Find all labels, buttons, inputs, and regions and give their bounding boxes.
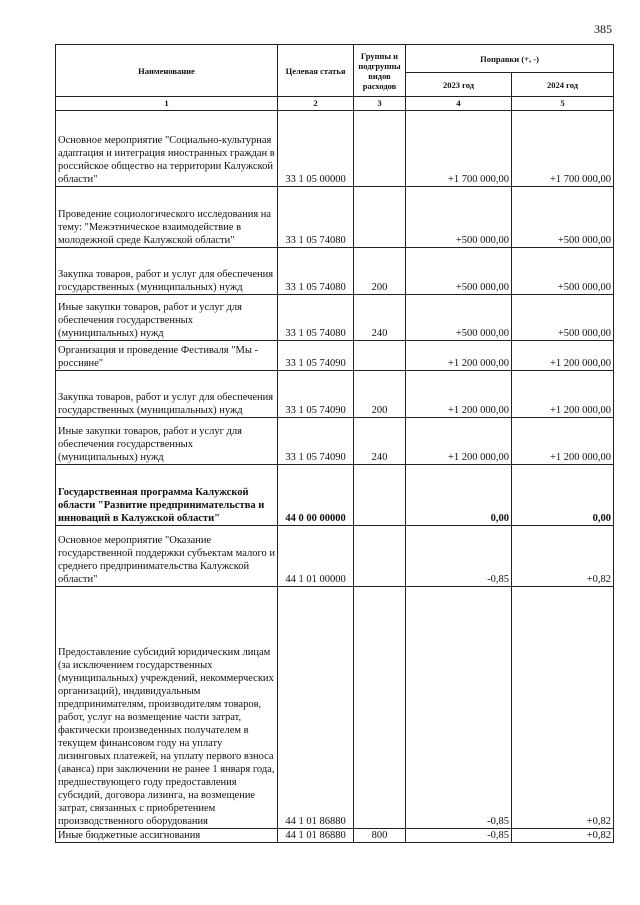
row-group-code — [354, 111, 406, 187]
row-target-code: 33 1 05 74080 — [278, 187, 354, 248]
row-group-code — [354, 526, 406, 587]
table-row — [56, 465, 614, 526]
table-row — [56, 248, 614, 295]
row-target-code: 33 1 05 00000 — [278, 111, 354, 187]
header-year-2023: 2023 год — [406, 73, 512, 97]
row-name: Организация и проведение Фестиваля "Мы - россияне" — [56, 341, 278, 371]
row-amount-2024: +1 700 000,00 — [512, 111, 614, 187]
row-amount-2023: 0,00 — [406, 465, 512, 526]
row-group-code: 800 — [354, 829, 406, 843]
row-group-code: 240 — [354, 418, 406, 465]
row-amount-2023: +1 200 000,00 — [406, 418, 512, 465]
index-cell: 4 — [406, 97, 512, 111]
row-name: Государственная программа Калужской области "Развитие предпринимательства и инноваций в Калужской области" — [56, 465, 278, 526]
row-target-code: 44 1 01 86880 — [278, 829, 354, 843]
table-row — [56, 295, 614, 341]
row-target-code: 33 1 05 74090 — [278, 418, 354, 465]
row-amount-2023: +500 000,00 — [406, 187, 512, 248]
row-amount-2023: +1 200 000,00 — [406, 341, 512, 371]
table-body — [56, 111, 614, 843]
row-name: Основное мероприятие "Оказание государственной поддержки субъектам малого и среднего предпринимательства Калужской области" — [56, 526, 278, 587]
table-row — [56, 829, 614, 843]
row-group-code — [354, 341, 406, 371]
row-amount-2024: +0,82 — [512, 587, 614, 829]
table-row — [56, 111, 614, 187]
row-amount-2023: +500 000,00 — [406, 248, 512, 295]
row-amount-2023: +1 700 000,00 — [406, 111, 512, 187]
table-row — [56, 341, 614, 371]
row-amount-2024: +500 000,00 — [512, 248, 614, 295]
row-target-code: 44 1 01 00000 — [278, 526, 354, 587]
row-amount-2024: +1 200 000,00 — [512, 371, 614, 418]
table-row — [56, 587, 614, 829]
row-name: Иные закупки товаров, работ и услуг для обеспечения государственных (муниципальных) нужд — [56, 418, 278, 465]
index-cell: 5 — [512, 97, 614, 111]
header-groups: Группы и подгруппы видов расходов — [354, 45, 406, 97]
row-name: Закупка товаров, работ и услуг для обеспечения государственных (муниципальных) нужд — [56, 371, 278, 418]
row-amount-2024: +0,82 — [512, 526, 614, 587]
row-group-code — [354, 187, 406, 248]
row-amount-2024: +500 000,00 — [512, 295, 614, 341]
row-name: Иные закупки товаров, работ и услуг для обеспечения государственных (муниципальных) нужд — [56, 295, 278, 341]
index-cell: 1 — [56, 97, 278, 111]
table-row — [56, 418, 614, 465]
row-target-code: 33 1 05 74090 — [278, 341, 354, 371]
row-name: Основное мероприятие "Социально-культурная адаптация и интеграция иностранных граждан в российское общество на территории Калужской области" — [56, 111, 278, 187]
row-name: Иные бюджетные ассигнования — [56, 829, 278, 843]
budget-table — [55, 44, 614, 843]
row-group-code — [354, 587, 406, 829]
header-name: Наименование — [56, 45, 278, 97]
row-group-code: 200 — [354, 248, 406, 295]
row-amount-2024: 0,00 — [512, 465, 614, 526]
row-amount-2024: +500 000,00 — [512, 187, 614, 248]
row-amount-2024: +0,82 — [512, 829, 614, 843]
row-target-code: 33 1 05 74080 — [278, 248, 354, 295]
table-row — [56, 371, 614, 418]
index-cell: 3 — [354, 97, 406, 111]
row-amount-2023: -0,85 — [406, 526, 512, 587]
row-name: Закупка товаров, работ и услуг для обеспечения государственных (муниципальных) нужд — [56, 248, 278, 295]
row-name: Предоставление субсидий юридическим лицам (за исключением государственных (муниципальных) учреждений, некоммерческих организаций), индивидуальным предпринимателям, производителям товаров, работ, услуг на возмещение части затрат, фактически произведенных получателем в текущем финансовом году на уплату лизинговых платежей, на уплату первого взноса (аванса) при заключении не ранее 1 января года, предшествующего году предоставления субсидий, договора лизинга, на возмещение затрат, связанных с приобретением производственного оборудования — [56, 587, 278, 829]
row-target-code: 33 1 05 74080 — [278, 295, 354, 341]
page-number: 385 — [594, 22, 612, 36]
row-amount-2023: -0,85 — [406, 587, 512, 829]
row-amount-2024: +1 200 000,00 — [512, 418, 614, 465]
index-cell: 2 — [278, 97, 354, 111]
row-group-code: 240 — [354, 295, 406, 341]
table-row — [56, 526, 614, 587]
table-row — [56, 187, 614, 248]
row-amount-2023: +500 000,00 — [406, 295, 512, 341]
row-amount-2023: -0,85 — [406, 829, 512, 843]
row-target-code: 44 0 00 00000 — [278, 465, 354, 526]
row-amount-2024: +1 200 000,00 — [512, 341, 614, 371]
header-amendments: Поправки (+, -) — [406, 45, 614, 73]
row-amount-2023: +1 200 000,00 — [406, 371, 512, 418]
header-target: Целевая статья — [278, 45, 354, 97]
header-year-2024: 2024 год — [512, 73, 614, 97]
row-group-code: 200 — [354, 371, 406, 418]
row-group-code — [354, 465, 406, 526]
row-target-code: 33 1 05 74090 — [278, 371, 354, 418]
row-name: Проведение социологического исследования на тему: "Межэтническое взаимодействие в молодежной среде Калужской области" — [56, 187, 278, 248]
row-target-code: 44 1 01 86880 — [278, 587, 354, 829]
